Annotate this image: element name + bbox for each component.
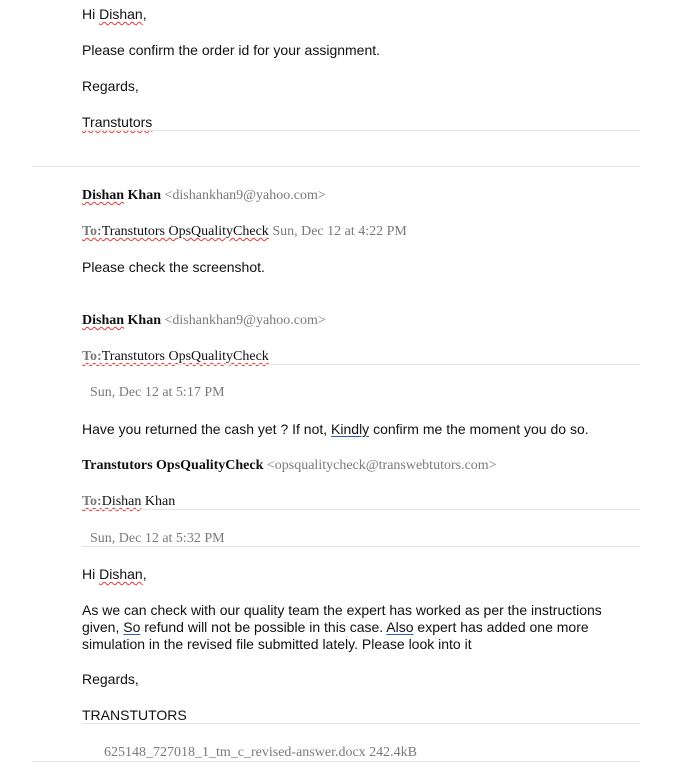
sender-line <box>82 457 497 474</box>
greeting-name: Dishan <box>99 6 143 22</box>
sender-email: <opsqualitycheck@transwebtutors.com> <box>266 458 497 473</box>
divider <box>82 130 640 131</box>
sender-last-name[interactable]: Khan <box>124 313 161 328</box>
also-word: Also <box>386 619 414 635</box>
greeting-name: Dishan <box>99 566 143 582</box>
message-date: Sun, Dec 12 at 5:32 PM <box>90 531 225 546</box>
greeting: Hi Dishan, <box>82 566 147 582</box>
recipient-line <box>82 493 175 510</box>
kindly-word: Kindly <box>331 421 370 437</box>
greeting: Hi Dishan, <box>82 6 147 22</box>
sender-email: <dishankhan9@yahoo.com> <box>164 188 326 203</box>
divider <box>32 166 640 167</box>
closing: Regards, <box>82 78 139 94</box>
message-date: Sun, Dec 12 at 4:22 PM <box>272 224 407 239</box>
divider <box>32 761 640 762</box>
sender-first-name[interactable]: Dishan <box>82 188 125 203</box>
message-body: Have you returned the cash yet ? If not, Kindly confirm me the moment you do so. <box>82 421 589 437</box>
to-label: To: <box>82 494 102 509</box>
sender-line <box>82 312 326 329</box>
sender-line <box>82 187 326 204</box>
closing: Regards, <box>82 671 139 687</box>
signature: Transtutors <box>82 114 153 130</box>
sender-email: <dishankhan9@yahoo.com> <box>164 313 326 328</box>
message-date: Sun, Dec 12 at 5:17 PM <box>90 385 225 400</box>
sender-first-name[interactable]: Dishan <box>82 313 125 328</box>
recipient-first-name[interactable]: Dishan <box>101 494 142 509</box>
message-body: Please check the screenshot. <box>82 259 265 275</box>
divider <box>82 364 640 365</box>
message-body: Please confirm the order id for your assignment. <box>82 42 381 58</box>
recipient-line <box>82 223 407 240</box>
recipient-name[interactable]: Transtutors OpsQualityCheck <box>101 224 269 239</box>
so-word: So <box>123 619 141 635</box>
divider <box>82 509 640 510</box>
signature: TRANSTUTORS <box>82 707 187 723</box>
sender-name[interactable]: Transtutors OpsQualityCheck <box>82 458 264 473</box>
message-body: As we can check with our quality team the expert has worked as per the instructions given, So refund will not be possible in this case. Also expert has added one more simulation in the revised file submitted lately. Please look into it <box>82 602 602 652</box>
to-label: To: <box>82 224 102 239</box>
recipient-line <box>82 348 269 365</box>
divider <box>82 723 640 724</box>
sender-last-name[interactable]: Khan <box>124 188 161 203</box>
attachment-link[interactable]: 625148_727018_1_tm_c_revised-answer.docx 242.4kB <box>104 745 418 760</box>
recipient-last-name[interactable]: Khan <box>141 494 176 509</box>
to-label: To: <box>82 349 102 364</box>
recipient-name[interactable]: Transtutors OpsQualityCheck <box>101 349 269 364</box>
divider <box>82 546 640 547</box>
